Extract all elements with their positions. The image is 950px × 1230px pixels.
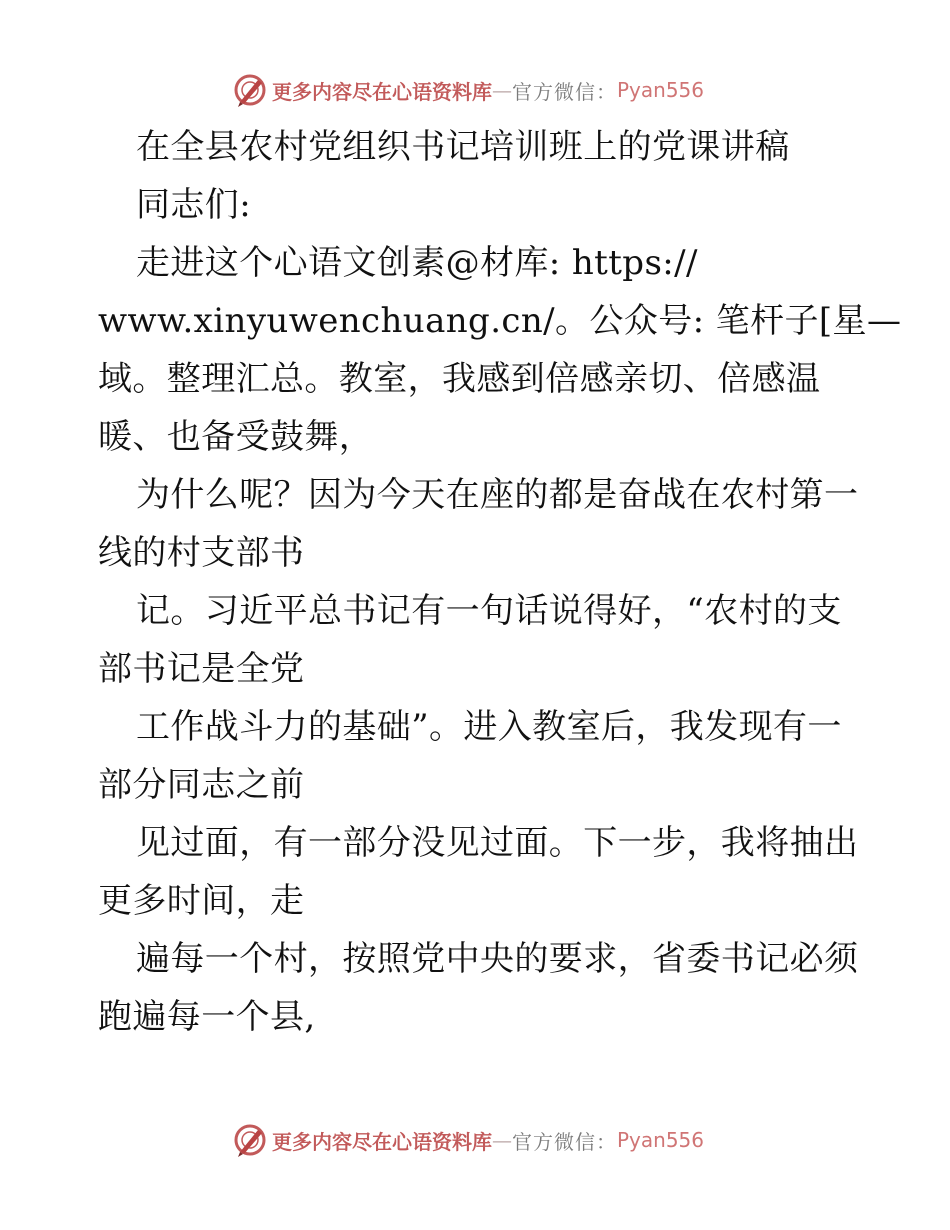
salutation: 同志们: [136, 185, 252, 225]
paragraph-line: 线的村支部书 [98, 533, 305, 573]
banner-brand-text: 更多内容尽在心语资料库 [272, 79, 492, 104]
document-body [98, 118, 902, 1046]
paragraph-line: 遍每一个村，按照党中央的要求，省委书记必须 [136, 939, 859, 979]
paragraph-line: 工作战斗力的基础”。进入教室后，我发现有一 [136, 707, 842, 747]
banner-wechat-label: 官方微信： [512, 1129, 617, 1154]
paragraph-line: 为什么呢？因为今天在座的都是奋战在农村第一 [136, 475, 859, 515]
paragraph-line: 部书记是全党 [98, 649, 305, 689]
red-pen-circle-logo-icon [232, 72, 268, 108]
paragraph-line: 部分同志之前 [98, 765, 305, 805]
header-banner [232, 70, 704, 110]
paragraph-line: 跑遍每一个县, [98, 997, 316, 1037]
red-pen-circle-logo-icon [232, 1122, 268, 1158]
paragraph-line: 记。习近平总书记有一句话说得好，“农村的支 [136, 591, 842, 631]
banner-brand-text: 更多内容尽在心语资料库 [272, 1129, 492, 1154]
paragraph-line: 域。整理汇总。教室，我感到倍感亲切、倍感温 [98, 359, 821, 399]
banner-wechat-id: Pyan556 [617, 78, 705, 102]
banner-wechat-id: Pyan556 [617, 1128, 705, 1152]
paragraph-line: 走进这个心语文创素@材库: https:// [136, 243, 698, 283]
banner-separator: — [492, 78, 512, 102]
banner-wechat-label: 官方微信： [512, 79, 617, 104]
paragraph-line: www.xinyuwenchuang.cn/。公众号: 笔杆子[星— [98, 301, 902, 341]
paragraph-line: 更多时间，走 [98, 881, 305, 921]
footer-banner [232, 1120, 704, 1160]
paragraph-line: 暖、也备受鼓舞， [98, 417, 374, 457]
document-title: 在全县农村党组织书记培训班上的党课讲稿 [136, 127, 790, 167]
paragraph-line: 见过面，有一部分没见过面。下一步，我将抽出 [136, 823, 859, 863]
banner-separator: — [492, 1128, 512, 1152]
